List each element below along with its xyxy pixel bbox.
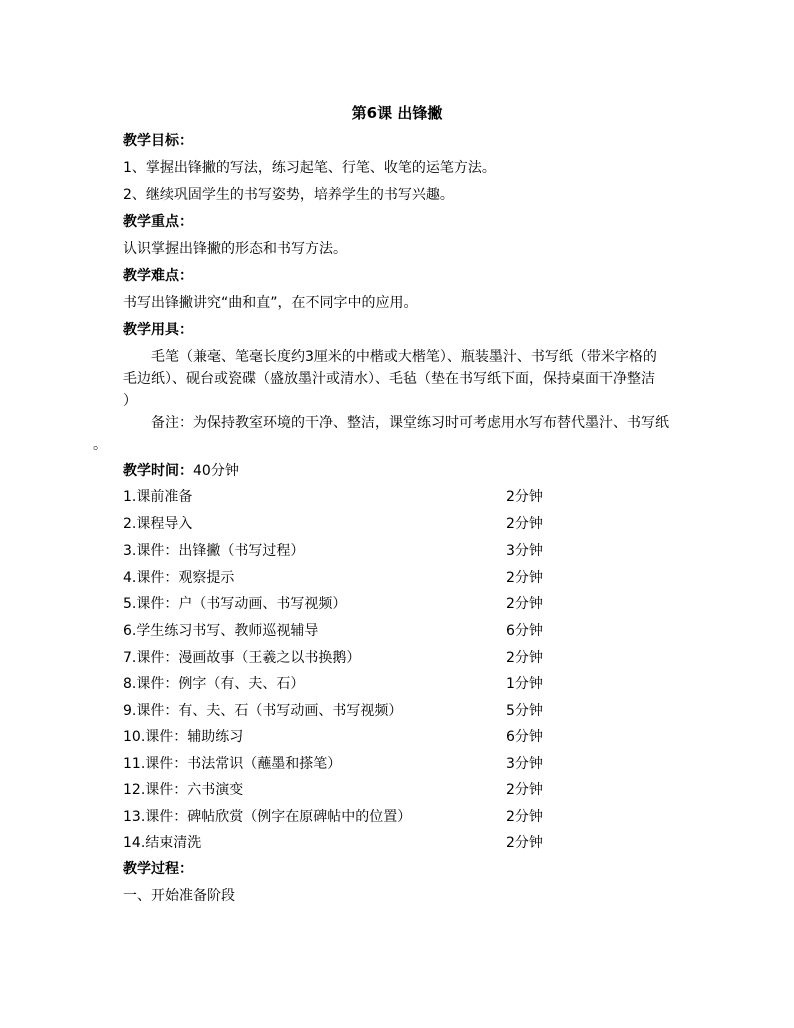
schedule-duration: 2分钟	[506, 516, 543, 532]
objective-item-1: 1、掌握出锋撇的写法，练习起笔、行笔、收笔的运笔方法。	[123, 160, 496, 176]
schedule-label: 5.课件：户（书写动画、书写视频）	[123, 596, 347, 612]
schedule-row	[123, 673, 563, 695]
schedule-label: 10.课件：辅助练习	[123, 729, 244, 745]
schedule-duration: 6分钟	[506, 623, 543, 639]
schedule-row	[123, 513, 563, 535]
schedule-label: 1.课前准备	[123, 489, 193, 505]
schedule-label: 13.课件：碑帖欣赏（例字在原碑帖中的位置）	[123, 809, 412, 825]
schedule-duration: 1分钟	[506, 676, 543, 692]
tools-heading: 教学用具：	[123, 322, 193, 338]
tools-line-3: ）	[123, 393, 137, 409]
schedule-duration: 2分钟	[506, 596, 543, 612]
schedule-duration: 2分钟	[506, 489, 543, 505]
schedule-label: 7.课件：漫画故事（王羲之以书换鹅）	[123, 650, 361, 666]
schedule-label: 8.课件：例字（有、夫、石）	[123, 676, 305, 692]
schedule-label: 2.课程导入	[123, 516, 193, 532]
key-points-heading: 教学重点：	[123, 214, 193, 230]
difficulty-heading: 教学难点：	[123, 268, 193, 284]
objectives-heading: 教学目标：	[123, 133, 193, 149]
schedule-label: 4.课件：观察提示	[123, 570, 235, 586]
tools-note-line-1	[123, 412, 723, 434]
schedule-row	[123, 647, 563, 669]
schedule-label: 3.课件：出锋撇（书写过程）	[123, 543, 305, 559]
schedule-duration: 3分钟	[506, 756, 543, 772]
schedule-duration: 6分钟	[506, 729, 543, 745]
time-heading: 教学时间：	[123, 463, 193, 479]
schedule-label: 6.学生练习书写、教师巡视辅导	[123, 623, 319, 639]
schedule-label: 12.课件：六书演变	[123, 782, 244, 798]
schedule-duration: 2分钟	[506, 835, 543, 851]
tools-line-1-text: 毛笔（兼毫、笔毫长度约3厘米的中楷或大楷笔）、瓶装墨汁、书写纸（带米字格的	[151, 349, 657, 365]
tools-line-2: 毛边纸）、砚台或瓷碟（盛放墨汁或清水）、毛毡（垫在书写纸下面，保持桌面干净整洁	[123, 371, 655, 387]
tools-note-line-1-text: 备注：为保持教室环境的干净、整洁，课堂练习时可考虑用水写布替代墨汁、书写纸	[151, 415, 669, 431]
schedule-duration: 2分钟	[506, 570, 543, 586]
schedule-row	[123, 486, 563, 508]
objective-item-2: 2、继续巩固学生的书写姿势，培养学生的书写兴趣。	[123, 187, 454, 203]
schedule-duration: 5分钟	[506, 703, 543, 719]
tools-line-1	[123, 346, 723, 368]
schedule-row	[123, 700, 563, 722]
schedule-label: 14.结束清洗	[123, 835, 202, 851]
schedule-row	[123, 567, 563, 589]
schedule-duration: 2分钟	[506, 809, 543, 825]
lesson-title: 第6课 出锋撇	[351, 104, 443, 122]
schedule-row	[123, 753, 563, 775]
schedule-row	[123, 620, 563, 642]
schedule-row	[123, 779, 563, 801]
schedule-row	[123, 593, 563, 615]
schedule-row	[123, 540, 563, 562]
process-first-stage: 一、开始准备阶段	[123, 888, 235, 904]
schedule-duration: 2分钟	[506, 782, 543, 798]
schedule-duration: 3分钟	[506, 543, 543, 559]
key-points-text: 认识掌握出锋撇的形态和书写方法。	[123, 241, 347, 257]
schedule-row	[123, 806, 563, 828]
time-value: 40分钟	[193, 463, 239, 479]
schedule-row	[123, 832, 563, 854]
process-heading: 教学过程：	[123, 861, 193, 877]
schedule-duration: 2分钟	[506, 650, 543, 666]
time-line	[123, 460, 723, 482]
difficulty-text: 书写出锋撇讲究“曲和直”，在不同字中的应用。	[123, 295, 418, 311]
schedule-row	[123, 726, 563, 748]
tools-note-line-2: 。	[93, 437, 107, 453]
schedule-label: 11.课件：书法常识（蘸墨和搽笔）	[123, 756, 342, 772]
schedule-label: 9.课件：有、夫、石（书写动画、书写视频）	[123, 703, 403, 719]
